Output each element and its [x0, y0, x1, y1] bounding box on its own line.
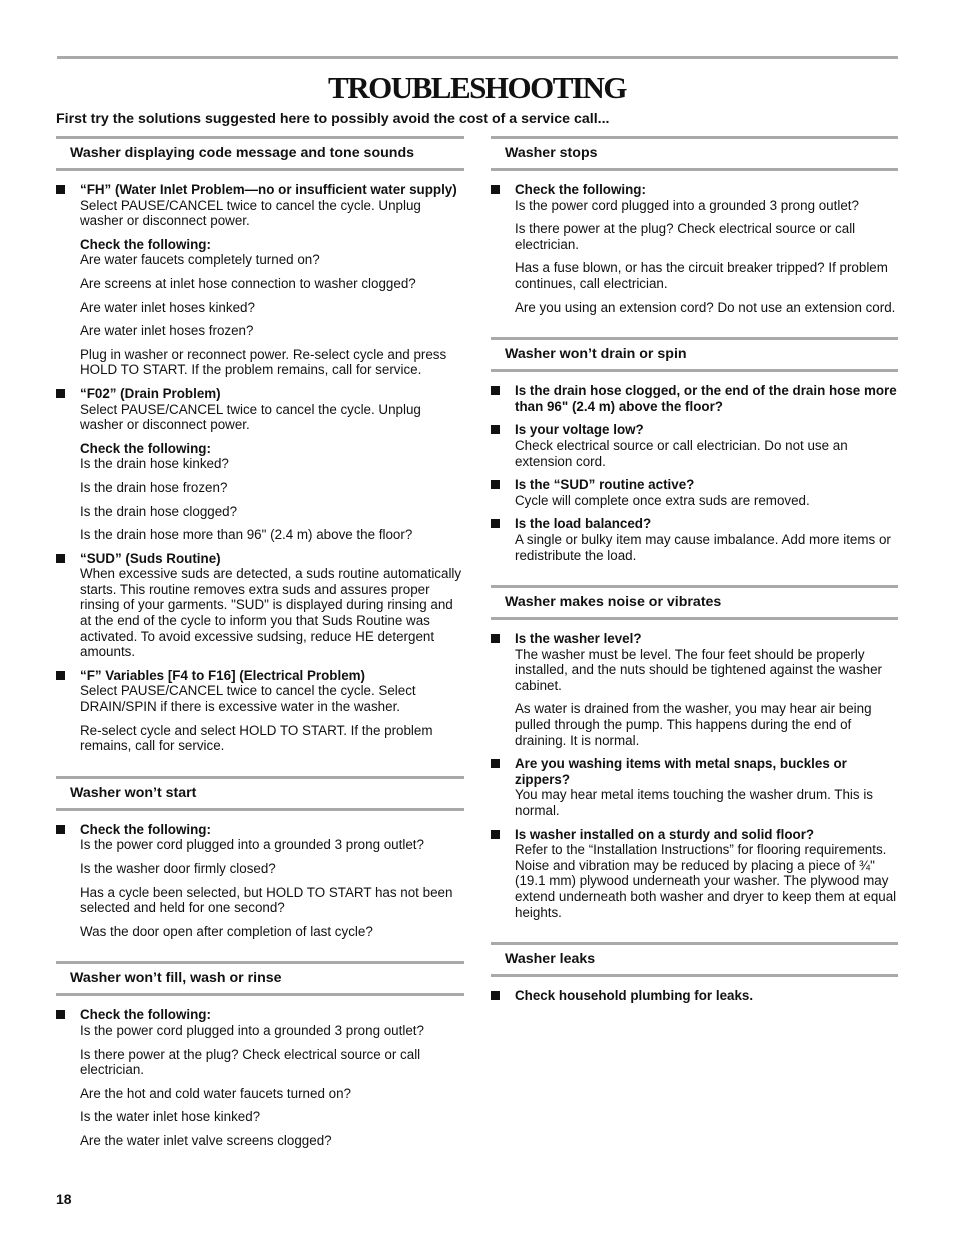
paragraph: Are water inlet hoses frozen? [80, 323, 254, 339]
intro-text: First try the solutions suggested here to possibly avoid the cost of a service call... [56, 111, 610, 127]
paragraph: Are you using an extension cord? Do not use an extension cord. [515, 299, 896, 315]
paragraph: As water is drained from the washer, you may hear air being pulled through the pump. This happens during the end of draining. It is normal. [515, 701, 872, 748]
list-item: Check the following: Is the power cord plugged into a grounded 3 prong outlet? [56, 1007, 464, 1038]
left-column [56, 136, 464, 1171]
section-heading-wont-start: Washer won’t start [56, 776, 464, 811]
paragraph: Is the water inlet hose kinked? [80, 1109, 261, 1125]
bullet-icon [491, 830, 500, 839]
page-title: TROUBLESHOOTING [328, 70, 626, 105]
list-item: Is the “SUD” routine active? Cycle will complete once extra suds are removed. [491, 477, 898, 508]
paragraph: Are the hot and cold water faucets turned on? [80, 1085, 351, 1101]
list-item: “FH” (Water Inlet Problem—no or insufficient water supply) Select PAUSE/CANCEL twice to cancel the cycle. Unplug washer or disconnect power. [56, 182, 464, 229]
section-heading-wont-fill: Washer won’t fill, wash or rinse [56, 961, 464, 996]
section-body-wont-fill [56, 996, 464, 1170]
section-heading-leaks: Washer leaks [491, 942, 898, 977]
paragraph: Are screens at inlet hose connection to washer clogged? [80, 275, 416, 291]
page-number: 18 [56, 1191, 72, 1207]
list-item: Check the following: Is the power cord plugged into a grounded 3 prong outlet? [491, 182, 898, 213]
section-heading-stops: Washer stops [491, 136, 898, 171]
bullet-icon [491, 425, 500, 434]
list-item: Are you washing items with metal snaps, buckles or zippers? You may hear metal items touching the washer drum. This is normal. [491, 756, 898, 818]
list-item: Is the drain hose clogged, or the end of the drain hose more than 96" (2.4 m) above the floor? [491, 383, 898, 414]
paragraph: Has a cycle been selected, but HOLD TO START has not been selected and held for one second? [80, 884, 453, 916]
paragraph: Check the following: Is the drain hose kinked? [80, 440, 229, 472]
paragraph: Is the washer door firmly closed? [80, 861, 276, 876]
list-item: “SUD” (Suds Routine) When excessive suds are detected, a suds routine automatically starts. This routine removes extra suds and assures proper rinsing of your garments. "SUD" is displayed during rinsing and at the end of the cycle to inform you that Suds Routine was activated. To avoid excessive sudsing, reduce HE detergent amounts. [56, 551, 464, 660]
section-heading-code-message: Washer displaying code message and tone sounds [56, 136, 464, 171]
section-body-drain [491, 372, 898, 585]
section-body-noise [491, 620, 898, 942]
bullet-icon [56, 389, 65, 398]
list-item: Is the load balanced? A single or bulky item may cause imbalance. Add more items or redistribute the load. [491, 516, 898, 563]
section-body-wont-start [56, 811, 464, 962]
bullet-icon [491, 480, 500, 489]
bullet-icon [491, 519, 500, 528]
bullet-icon [56, 1010, 65, 1019]
paragraph: Is there power at the plug? Check electrical source or call electrician. [515, 221, 856, 252]
bullet-icon [491, 634, 500, 643]
bullet-icon [491, 759, 500, 768]
list-item: “F02” (Drain Problem) Select PAUSE/CANCEL twice to cancel the cycle. Unplug washer or disconnect power. [56, 386, 464, 433]
list-item: “F” Variables [F4 to F16] (Electrical Problem) Select PAUSE/CANCEL twice to cancel the cycle. Select DRAIN/SPIN if there is excessive water in the washer. [56, 668, 464, 715]
list-item: Is the washer level? The washer must be level. The four feet should be properly installed, and the nuts should be tightened against the washer cabinet. [491, 631, 898, 693]
paragraph: Has a fuse blown, or has the circuit breaker tripped? If problem continues, call electrician. [515, 260, 888, 291]
bullet-icon [491, 185, 500, 194]
top-rule [57, 56, 898, 59]
bullet-icon [56, 671, 65, 680]
section-body-code-message [56, 171, 464, 776]
paragraph: Re-select cycle and select HOLD TO START. If the problem remains, call for service. [80, 722, 433, 754]
paragraph: Plug in washer or reconnect power. Re-select cycle and press HOLD TO START. If the problem remains, call for service. [80, 346, 447, 378]
paragraph: Is the drain hose clogged? [80, 503, 238, 519]
bullet-icon [56, 185, 65, 194]
paragraph: Is the drain hose more than 96" (2.4 m) above the floor? [80, 527, 413, 543]
paragraph: Are water inlet hoses kinked? [80, 299, 255, 315]
bullet-icon [56, 825, 65, 834]
paragraph: Is the drain hose frozen? [80, 479, 228, 495]
bullet-icon [56, 554, 65, 563]
list-item: Is washer installed on a sturdy and solid floor? Refer to the “Installation Instructions” for flooring requirements. Noise and vibration may be reduced by placing a piece of ¾" (19.1 mm) plywood underneath your washer. The plywood may extend underneath both washer and dryer to keep them at equal heights. [491, 827, 898, 921]
section-heading-noise: Washer makes noise or vibrates [491, 585, 898, 620]
paragraph: Is there power at the plug? Check electrical source or call electrician. [80, 1046, 421, 1078]
list-item: Check household plumbing for leaks. [491, 988, 898, 1004]
right-column [491, 136, 898, 1026]
list-item: Check the following: Is the power cord plugged into a grounded 3 prong outlet? [56, 822, 464, 853]
section-body-leaks [491, 977, 898, 1026]
list-item: Is your voltage low? Check electrical source or call electrician. Do not use an extension cord. [491, 422, 898, 469]
bullet-icon [491, 991, 500, 1000]
section-body-stops [491, 171, 898, 337]
paragraph: Was the door open after completion of last cycle? [80, 923, 373, 939]
paragraph: Are the water inlet valve screens clogged? [80, 1132, 332, 1148]
section-heading-drain: Washer won’t drain or spin [491, 337, 898, 372]
bullet-icon [491, 386, 500, 395]
paragraph: Check the following: Are water faucets completely turned on? [80, 236, 320, 268]
